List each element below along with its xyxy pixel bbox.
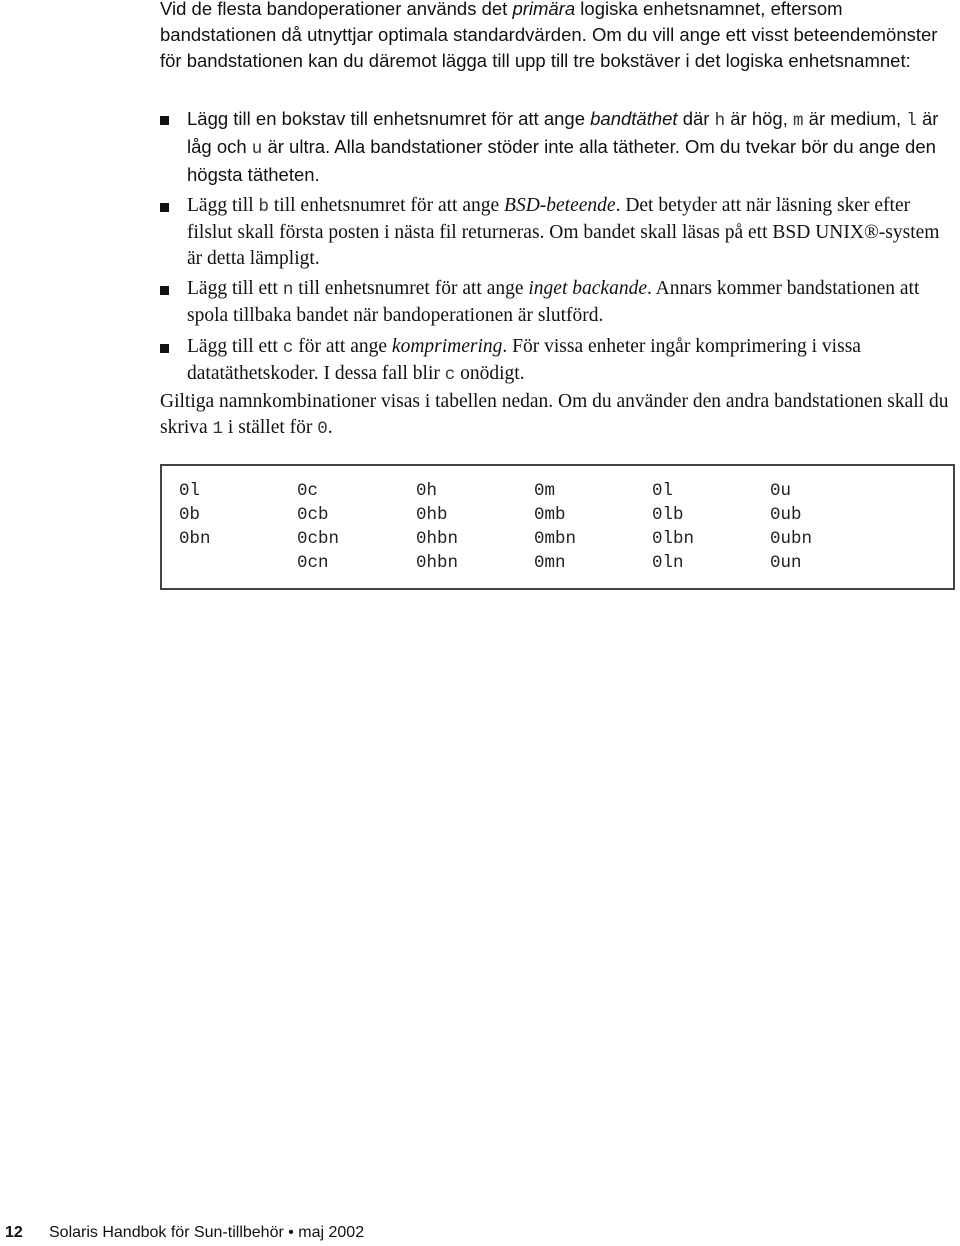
list-text: är hög, [725, 108, 794, 129]
bullet-square-icon [160, 286, 169, 295]
table-cell: 0hb [416, 505, 448, 525]
table-cell: 0m [534, 481, 556, 501]
list-text: Lägg till en bokstav till enhetsnumret för att ange [187, 108, 591, 129]
device-name-table [160, 464, 955, 590]
table-cell: 0u [770, 481, 792, 501]
inline-code: b [258, 197, 270, 217]
table-cell: 0ub [770, 505, 802, 525]
bullet-square-icon [160, 116, 169, 125]
list-text: Lägg till [187, 195, 259, 216]
list-emphasis: inget backande [528, 278, 647, 299]
table-cell: 0ubn [770, 529, 813, 549]
list-item-no-rewind [160, 276, 956, 329]
bullet-square-icon [160, 344, 169, 353]
inline-code: c [282, 338, 294, 358]
table-cell: 0cbn [297, 529, 340, 549]
table-cell: 0cb [297, 505, 329, 525]
intro-emphasis: primära [512, 0, 576, 19]
list-text: där [677, 108, 715, 129]
list-text: onödigt. [455, 363, 525, 384]
paragraph-text: . [327, 417, 333, 438]
inline-code: n [282, 280, 294, 300]
table-cell: 0b [179, 505, 201, 525]
footer-text: Solaris Handbok för Sun-tillbehör • maj 2002 [49, 1224, 365, 1241]
inline-code: m [793, 111, 804, 131]
page-number: 12 [5, 1224, 23, 1241]
registered-mark: ® [863, 222, 879, 243]
table-cell: 0hbn [416, 529, 459, 549]
bullet-square-icon [160, 203, 169, 212]
paragraph-text: i stället för [223, 417, 318, 438]
inline-code: 0 [317, 419, 328, 439]
intro-paragraph [160, 0, 956, 74]
list-item-compression [160, 334, 956, 388]
intro-text: Vid de flesta bandoperationer används det [160, 0, 513, 19]
table-cell: 0cn [297, 553, 329, 573]
list-text: -system är detta lämpligt. [187, 222, 940, 269]
table-cell: 0c [297, 481, 319, 501]
list-item-bsd [160, 193, 956, 272]
table-cell: 0hbn [416, 553, 459, 573]
list-emphasis: BSD-beteende [504, 195, 616, 216]
list-text: till enhetsnumret för att ange [269, 195, 505, 216]
list-text: för att ange [293, 336, 392, 357]
list-text: är medium, [803, 108, 907, 129]
table-cell: 0un [770, 553, 802, 573]
inline-code: 1 [212, 419, 224, 439]
table-cell: 0mb [534, 505, 566, 525]
list-text: . För vissa enheter ingår komprimering i vissa datatäthetskoder. I dessa fall blir [187, 336, 861, 384]
intro-text-continued: logiska enhetsnamnet, eftersom bandstationen då utnyttjar optimala standardvärden. Om du vill ange ett visst beteendemönster för bandstationen kan du däremot lägga till upp till tre bokstäver i det logiska enhetsnamnet: [160, 0, 938, 71]
inline-code: u [251, 139, 263, 159]
table-cell: 0mn [534, 553, 566, 573]
table-cell: 0lbn [652, 529, 695, 549]
table-cell: 0l [652, 481, 674, 501]
table-cell: 0bn [179, 529, 211, 549]
list-item-density [160, 106, 956, 188]
inline-code: h [714, 111, 726, 131]
list-text: . Det betyder att när läsning sker efter filslut skall första posten i nästa fil returneras. Om bandet skall läsas på ett BSD UNIX [187, 195, 911, 243]
table-cell: 0h [416, 481, 438, 501]
table-cell: 0ln [652, 553, 684, 573]
list-text: . Annars kommer bandstationen att spola tillbaka bandet när bandoperationen är slutförd. [187, 278, 920, 326]
table-cell: 0l [179, 481, 201, 501]
paragraph-text: Giltiga namnkombinationer visas i tabellen nedan. Om du använder den andra bandstationen skall du skriva [160, 391, 949, 438]
list-text: är låg och [187, 108, 939, 157]
inline-code: c [444, 365, 456, 385]
inline-code: l [906, 111, 917, 131]
option-list [160, 106, 956, 388]
list-emphasis: komprimering [391, 336, 503, 357]
list-text: Lägg till ett [187, 278, 283, 299]
table-cell: 0lb [652, 505, 684, 525]
list-text: är ultra. Alla bandstationer stöder inte alla tätheter. Om du tvekar bör du ange den högsta tätheten. [187, 136, 936, 185]
list-text: till enhetsnumret för att ange [293, 278, 529, 299]
table-cell: 0mbn [534, 529, 577, 549]
list-text: Lägg till ett [187, 336, 283, 357]
list-emphasis: bandtäthet [590, 108, 678, 129]
combinations-paragraph [160, 389, 956, 442]
